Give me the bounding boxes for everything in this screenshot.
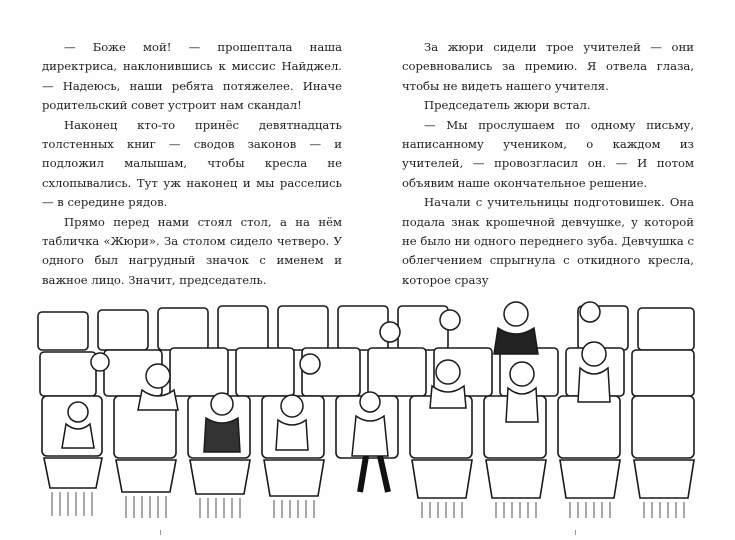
crop-mark: [575, 530, 576, 535]
right-text-column: [402, 38, 694, 290]
paragraph: Председатель жюри встал.: [424, 98, 591, 113]
left-text-column: [42, 38, 342, 290]
auditorium-illustration: [30, 292, 710, 522]
paragraph: — Боже мой! — прошептала наша директриса, наклонившись к миссис Найджел. — Надеюсь, наши ребята потяжелее. Иначе родительский совет устроит нам скандал!: [42, 40, 342, 113]
seat-bases: [44, 458, 694, 498]
paragraph: Начали с учительницы подготовишек. Она подала знак крошечной девчушке, у которой не было ни одного переднего зуба. Девчушка с облегчением спрыгнула с откидного кресла, которое сразу: [402, 195, 694, 287]
paragraph: Прямо перед нами стоял стол, а на нём табличка «Жюри». За столом сидело четверо. У одного был нагрудный значок с именем и важное лицо. Значит, председатель.: [42, 214, 342, 287]
crop-mark: [160, 530, 161, 535]
paragraph: За жюри сидели трое учителей — они соревновались за премию. Я отвела глаза, чтобы не видеть нашего учителя.: [402, 40, 694, 93]
paragraph: — Мы прослушаем по одному письму, написанному учеником, о каждом из учителей, — провозгласил он. — И потом объявим наше окончательное решение.: [402, 117, 694, 190]
paragraph: Наконец кто-то принёс девятнадцать толстенных книг — сводов законов — и подложил малышам, чтобы кресла не схлопывались. Тут уж наконец и мы расселись — в середине рядов.: [42, 117, 342, 210]
